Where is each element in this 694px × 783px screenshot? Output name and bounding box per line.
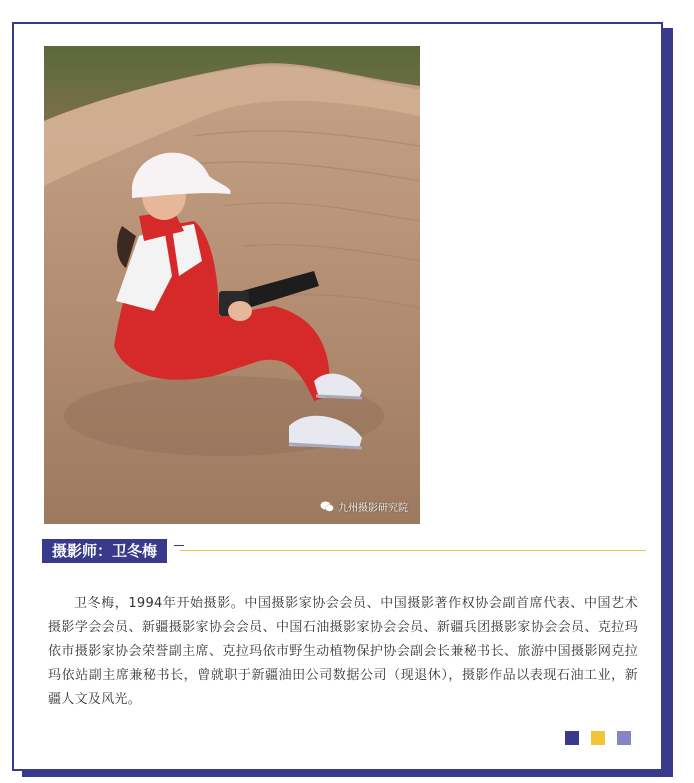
- decor-squares: [565, 731, 631, 745]
- caption-divider: [180, 550, 646, 551]
- caption-row: [42, 539, 646, 563]
- photographer-bio: 卫冬梅，1994年开始摄影。中国摄影家协会会员、中国摄影著作权协会副首席代表、中国艺术摄影学会会员、新疆摄影家协会会员、中国石油摄影家协会会员、新疆兵团摄影家协会会员、克拉玛依市摄影家协会荣誉副主席、克拉玛依市野生动植物保护协会副会长兼秘书长、旅游中国摄影网克拉玛依站副主席兼秘书长，曾就职于新疆油田公司数据公司（现退休），摄影作品以表现石油工业，新疆人文及风光。: [48, 596, 638, 707]
- caption-tick: [174, 545, 184, 546]
- photo-illustration: [44, 46, 420, 524]
- wechat-icon: [320, 501, 334, 512]
- photo-watermark: [320, 499, 408, 514]
- decor-square-2: [591, 731, 605, 745]
- photographer-photo: [44, 46, 420, 524]
- decor-square-3: [617, 731, 631, 745]
- watermark-text: 九州摄影研究院: [338, 503, 408, 514]
- decor-square-1: [565, 731, 579, 745]
- profile-card: [12, 22, 663, 771]
- photographer-caption: 摄影师：卫冬梅: [42, 539, 167, 563]
